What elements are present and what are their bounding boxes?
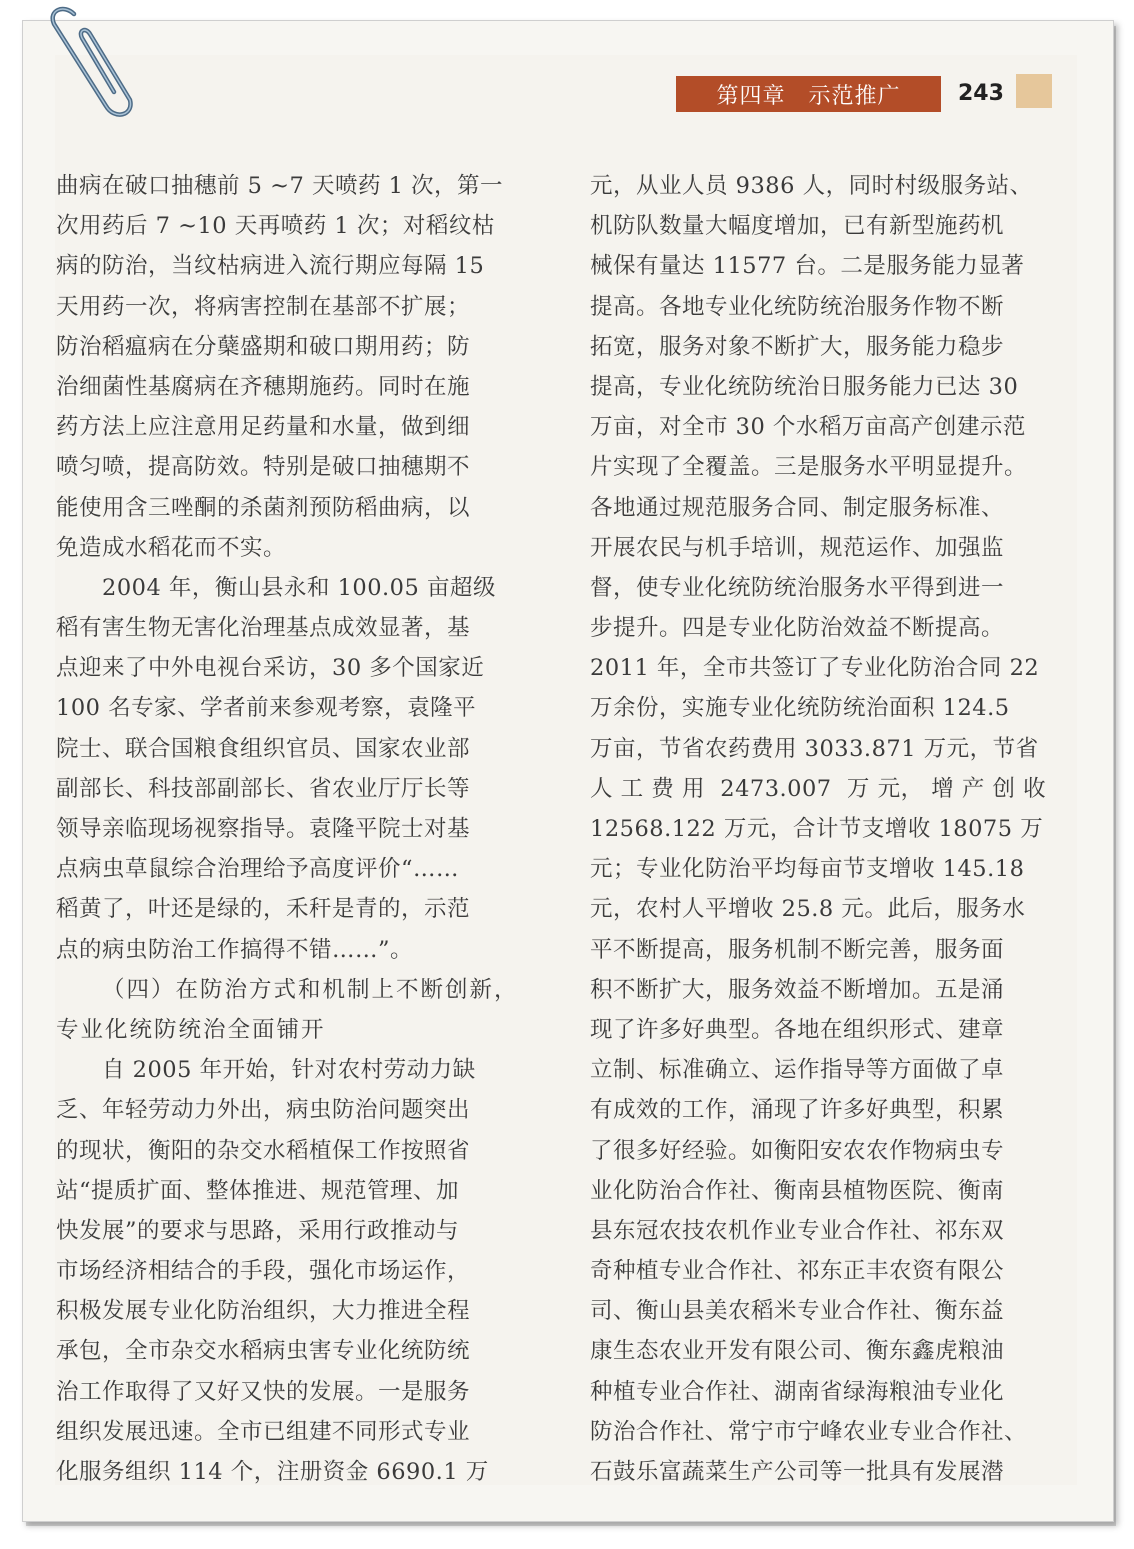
text-line: 100 名专家、学者前来参观考察，袁隆平 [56, 695, 477, 722]
text-line: 喷匀喷，提高防效。特别是破口抽穗期不 [56, 454, 471, 481]
text-line: 步提升。四是专业化防治效益不断提高。 [590, 615, 1005, 642]
text-line: 承包，全市杂交水稻病虫害专业化统防统 [56, 1338, 471, 1365]
text-line: 万亩，对全市 30 个水稻万亩高产创建示范 [590, 414, 1026, 441]
text-line: 天用药一次，将病害控制在基部不扩展； [56, 293, 471, 320]
text-line: 站“提质扩面、整体推进、规范管理、加 [56, 1177, 460, 1204]
text-line: 稻有害生物无害化治理基点成效显著，基 [56, 615, 471, 642]
text-line: 积不断扩大，服务效益不断增加。五是涌 [590, 976, 1005, 1003]
text-line: 元，农村人平增收 25.8 元。此后，服务水 [590, 896, 1026, 923]
text-line: 元，从业人员 9386 人，同时村级服务站、 [590, 173, 1033, 199]
text-line: 领导亲临现场视察指导。袁隆平院士对基 [56, 816, 471, 842]
text-line: 市场经济相结合的手段，强化市场运作， [56, 1258, 471, 1285]
text-line: 点迎来了中外电视台采访，30 多个国家近 [56, 655, 485, 682]
chapter-title: 第四章 示范推广 [716, 83, 901, 109]
text-line: 开展农民与机手培训，规范运作、加强监 [590, 534, 1005, 561]
text-line: 械保有量达 11577 台。二是服务能力显著 [590, 253, 1025, 280]
header-decoration [1016, 74, 1052, 108]
text-line: 病的防治，当纹枯病进入流行期应每隔 15 [56, 253, 485, 280]
text-line: 平不断提高，服务机制不断完善，服务面 [590, 936, 1005, 963]
text-line: 县东冠农技农机作业专业合作社、祁东双 [590, 1217, 1005, 1244]
text-line: 提高。各地专业化统防统治服务作物不断 [590, 293, 1005, 320]
left-column [56, 166, 526, 1492]
text-line: 免造成水稻花而不实。 [56, 534, 287, 561]
text-line: 组织发展迅速。全市已组建不同形式专业 [56, 1418, 471, 1445]
text-line: 有成效的工作，涌现了许多好典型，积累 [590, 1097, 1005, 1124]
text-line: 积极发展专业化防治组织，大力推进全程 [56, 1298, 471, 1325]
text-line: 各地通过规范服务合同、制定服务标准、 [590, 494, 1005, 521]
text-line: 了很多好经验。如衡阳安农农作物病虫专 [590, 1137, 1005, 1164]
text-line: 治工作取得了又好又快的发展。一是服务 [56, 1378, 471, 1405]
text-line: 石鼓乐富蔬菜生产公司等一批具有发展潜 [590, 1459, 1005, 1485]
text-line: 快发展”的要求与思路，采用行政推动与 [56, 1217, 460, 1244]
section-heading: （四）在防治方式和机制上不断创新， [102, 976, 519, 1003]
text-line: 乏、年轻劳动力外出，病虫防治问题突出 [56, 1097, 471, 1124]
text-line: 化服务组织 114 个，注册资金 6690.1 万 [56, 1459, 489, 1485]
text-line: 提高，专业化统防统治日服务能力已达 30 [590, 373, 1019, 400]
text-line: 能使用含三唑酮的杀菌剂预防稻曲病，以 [56, 494, 471, 521]
paragraph-start-line: 自 2005 年开始，针对农村劳动力缺 [102, 1057, 476, 1084]
text-line: 机防队数量大幅度增加，已有新型施药机 [590, 213, 1005, 240]
text-line: 元；专业化防治平均每亩节支增收 145.18 [590, 856, 1025, 883]
text-line: 防治稻瘟病在分蘖盛期和破口期用药；防 [56, 333, 471, 360]
text-line: 次用药后 7 ~10 天再喷药 1 次；对稻纹枯 [56, 213, 495, 240]
text-line: 副部长、科技部副部长、省农业厅厅长等 [56, 775, 471, 802]
text-line: 奇种植专业合作社、祁东正丰农资有限公 [590, 1258, 1005, 1285]
text-line: 立制、标准确立、运作指导等方面做了卓 [590, 1057, 1005, 1084]
text-line: 现了许多好典型。各地在组织形式、建章 [590, 1016, 1005, 1043]
paragraph-start-line: 2004 年，衡山县永和 100.05 亩超级 [102, 574, 496, 601]
text-line: 万亩，节省农药费用 3033.871 万元，节省 [590, 735, 1039, 762]
text-line: 种植专业合作社、湖南省绿海粮油专业化 [590, 1378, 1005, 1405]
text-line: 拓宽，服务对象不断扩大，服务能力稳步 [590, 333, 1005, 360]
text-line: 药方法上应注意用足药量和水量，做到细 [56, 414, 471, 441]
paperclip-icon [34, 0, 144, 125]
text-line: 12568.122 万元，合计节支增收 18075 万 [590, 816, 1044, 842]
text-line: 曲病在破口抽穗前 5 ~7 天喷药 1 次，第一 [56, 173, 504, 199]
text-line: 稻黄了，叶还是绿的，禾秆是青的，示范 [56, 896, 471, 923]
page-number: 243 [958, 81, 1004, 106]
chapter-header [676, 76, 941, 112]
text-line: 治细菌性基腐病在齐穗期施药。同时在施 [56, 373, 471, 400]
text-line: 人 工 费 用 2473.007 万 元， 增 产 创 收 [590, 775, 1047, 802]
section-heading: 专业化统防统治全面铺开 [56, 1016, 326, 1043]
text-line: 督，使专业化统防统治服务水平得到进一 [590, 574, 1005, 601]
text-line: 康生态农业开发有限公司、衡东鑫虎粮油 [590, 1338, 1005, 1365]
text-line: 点的病虫防治工作搞得不错……”。 [56, 936, 414, 963]
text-line: 2011 年，全市共签订了专业化防治合同 22 [590, 655, 1040, 682]
text-line: 片实现了全覆盖。三是服务水平明显提升。 [590, 454, 1028, 481]
text-line: 业化防治合作社、衡南县植物医院、衡南 [590, 1177, 1005, 1204]
text-line: 院士、联合国粮食组织官员、国家农业部 [56, 735, 471, 762]
text-line: 司、衡山县美农稻米专业合作社、衡东益 [590, 1298, 1005, 1325]
text-line: 万余份，实施专业化统防统治面积 124.5 [590, 695, 1010, 722]
text-line: 防治合作社、常宁市宁峰农业专业合作社、 [590, 1418, 1028, 1445]
right-column [590, 166, 1068, 1492]
text-line: 点病虫草鼠综合治理给予高度评价“…… [56, 856, 460, 883]
text-line: 的现状，衡阳的杂交水稻植保工作按照省 [56, 1137, 471, 1164]
